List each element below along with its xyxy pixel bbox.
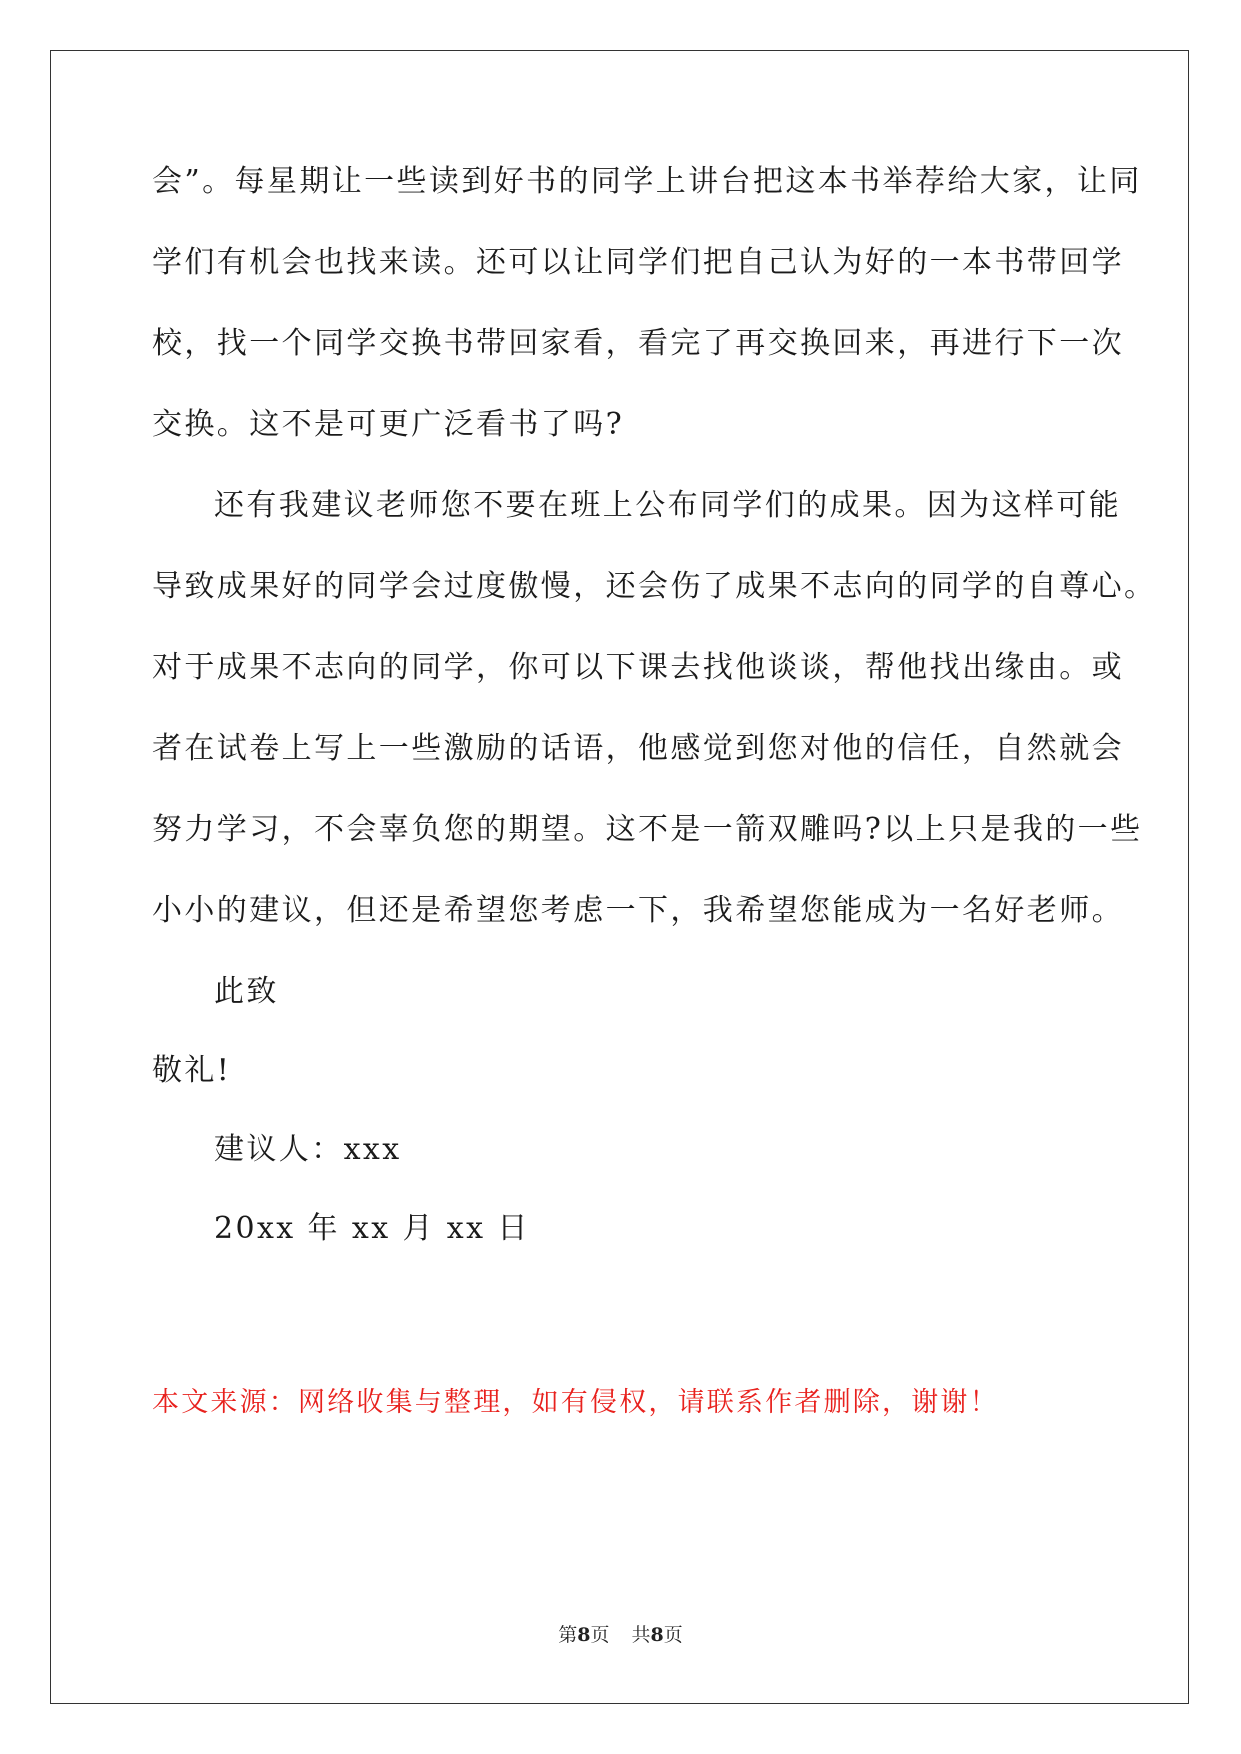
body-line: 小小的建议，但还是希望您考虑一下，我希望您能成为一名好老师。 [152, 893, 1124, 928]
body-line: 导致成果好的同学会过度傲慢，还会伤了成果不志向的同学的自尊心。 [152, 569, 1157, 604]
signer-line: 建议人：xxx [214, 1132, 402, 1167]
page-suffix: 页 [590, 1624, 610, 1646]
letter-body [152, 162, 1157, 1290]
total-prefix: 共 [631, 1624, 651, 1646]
closing-line: 此致 [214, 974, 279, 1009]
body-line: 努力学习，不会辜负您的期望。这不是一箭双雕吗?以上只是我的一些 [152, 812, 1143, 847]
salute-line: 敬礼! [152, 1053, 232, 1088]
body-line: 者在试卷上写上一些激励的话语，他感觉到您对他的信任，自然就会 [152, 731, 1124, 766]
source-note: 本文来源：网络收集与整理，如有侵权，请联系作者删除，谢谢！ [152, 1387, 999, 1418]
body-line: 对于成果不志向的同学，你可以下课去找他谈谈，帮他找出缘由。或 [152, 650, 1124, 685]
body-line: 会”。每星期让一些读到好书的同学上讲台把这本书举荐给大家，让同 [152, 164, 1142, 199]
page-number: 8 [577, 1624, 591, 1646]
page-prefix: 第 [558, 1624, 578, 1646]
total-number: 8 [650, 1624, 664, 1646]
body-line: 校，找一个同学交换书带回家看，看完了再交换回来，再进行下一次 [152, 326, 1124, 361]
body-line: 学们有机会也找来读。还可以让同学们把自己认为好的一本书带回学 [152, 245, 1124, 280]
body-line: 交换。这不是可更广泛看书了吗? [152, 407, 625, 442]
date-line: 20xx 年 xx 月 xx 日 [214, 1211, 530, 1246]
total-suffix: 页 [663, 1624, 683, 1646]
page-footer [0, 1623, 1241, 1647]
body-line: 还有我建议老师您不要在班上公布同学们的成果。因为这样可能 [214, 488, 1122, 523]
